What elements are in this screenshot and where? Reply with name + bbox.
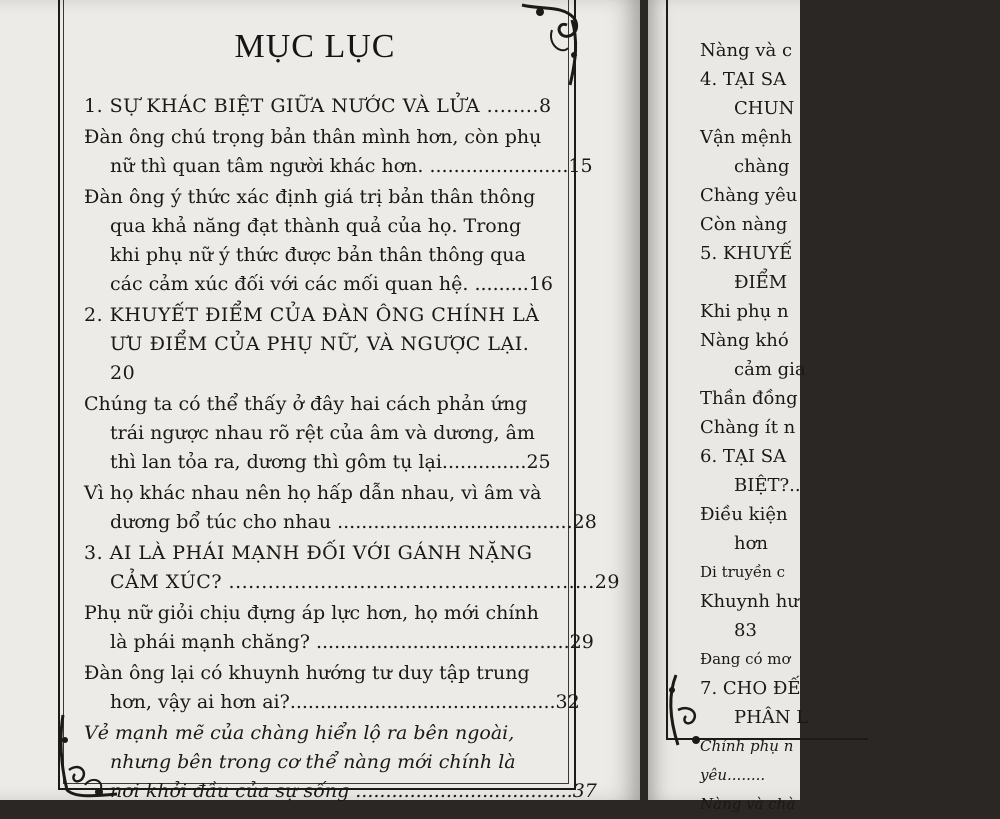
page-title: MỤC LỤC [234,28,396,65]
toc-line: thì lan tỏa ra, dương thì gôm tụ lại..............25 [110,451,551,473]
toc-line: Đàn ông ý thức xác định giá trị bản thân thông [84,186,536,208]
toc-line: Còn nàng [700,214,788,235]
toc-line: Vẻ mạnh mẽ của chàng hiển lộ ra bên ngoài, [84,722,515,744]
toc-line: Nàng và c [700,40,793,61]
right-page [648,0,809,813]
toc-line: 5. KHUYẾ [700,243,793,264]
toc-line: Đang có mơ [700,650,791,668]
table-of-contents [84,92,620,808]
toc-chapter-entry [84,539,620,597]
toc-line: Chàng yêu [700,185,798,206]
toc-chapter-entry [84,92,554,121]
toc-line: nơi khởi đầu của sự sống ....................................37 [110,780,597,802]
toc-line: 7. CHO ĐẾ [700,678,801,699]
toc-line: Thần đồng [700,388,798,409]
toc-line: Điều kiện [700,504,788,525]
toc-line: Khuynh hư [700,591,799,612]
toc-line: BIỆT?.. [734,475,801,496]
toc-line: Vì họ khác nhau nên họ hấp dẫn nhau, vì âm và [84,482,542,504]
toc-line: CẢM XÚC? ........................................................29 [110,571,620,593]
toc-line: khi phụ nữ ý thức được bản thân thông qua [110,244,526,266]
toc-line: hơn, vậy ai hơn ai?............................................32 [110,691,580,713]
toc-line: ƯU ĐIỂM CỦA PHỤ NỮ, VÀ NGƯỢC LẠI. [110,333,530,355]
toc-subentry [84,599,594,657]
toc-line: nhưng bên trong cơ thể nàng mới chính là [110,751,516,773]
toc-line: 20 [110,362,136,384]
toc-line: 3. AI LÀ PHÁI MẠNH ĐỐI VỚI GÁNH NẶNG [84,542,533,564]
toc-line: Chúng ta có thể thấy ở đây hai cách phản ứng [84,393,528,415]
toc-line: chàng [734,156,790,177]
toc-line: nữ thì quan tâm người khác hơn. .......................15 [110,155,593,177]
toc-line: Phụ nữ giỏi chịu đựng áp lực hơn, họ mới chính [84,602,539,624]
toc-subentry [84,719,597,806]
toc-subentry [84,123,593,181]
toc-line: Nàng khó [700,330,789,351]
toc-line: hơn [734,533,769,554]
toc-line: 6. TẠI SA [700,446,787,467]
toc-line: cảm gia [734,359,806,380]
toc-line: Khi phụ n [700,301,789,322]
toc-line: Chàng ít n [700,417,796,438]
toc-line: 1. SỰ KHÁC BIỆT GIỮA NƯỚC VÀ LỬA ........8 [84,95,552,117]
toc-subentry [84,479,597,537]
toc-line: Đàn ông chú trọng bản thân mình hơn, còn phụ [84,126,542,148]
toc-line: 2. KHUYẾT ĐIỂM CỦA ĐÀN ÔNG CHÍNH LÀ [84,304,540,326]
toc-line: qua khả năng đạt thành quả của họ. Trong [110,215,522,237]
toc-line: Đàn ông lại có khuynh hướng tư duy tập trung [84,662,530,684]
toc-line: là phái mạnh chăng? ..........................................29 [110,631,594,653]
toc-line: dương bổ túc cho nhau .......................................28 [110,511,597,533]
toc-subentry [84,390,554,477]
toc-line: yêu........ [700,766,766,784]
toc-line: Vận mệnh [700,127,792,148]
table-of-contents-continued [700,36,1000,819]
toc-line: ĐIỂM [734,272,788,293]
toc-line: Chính phụ n [700,737,794,755]
toc-line: 4. TẠI SA [700,69,787,90]
toc-line: các cảm xúc đối với các mối quan hệ. .........16 [110,273,554,295]
toc-subentry [84,659,580,717]
toc-line: Nàng và chà [700,795,796,813]
toc-line: CHUN [734,98,795,119]
toc-chapter-entry [84,301,554,388]
toc-subentry [84,183,554,299]
toc-line: trái ngược nhau rõ rệt của âm và dương, âm [110,422,535,444]
toc-line: Di truyền c [700,563,785,581]
toc-line: 83 [734,620,757,641]
toc-line: PHÂN L [734,707,809,728]
